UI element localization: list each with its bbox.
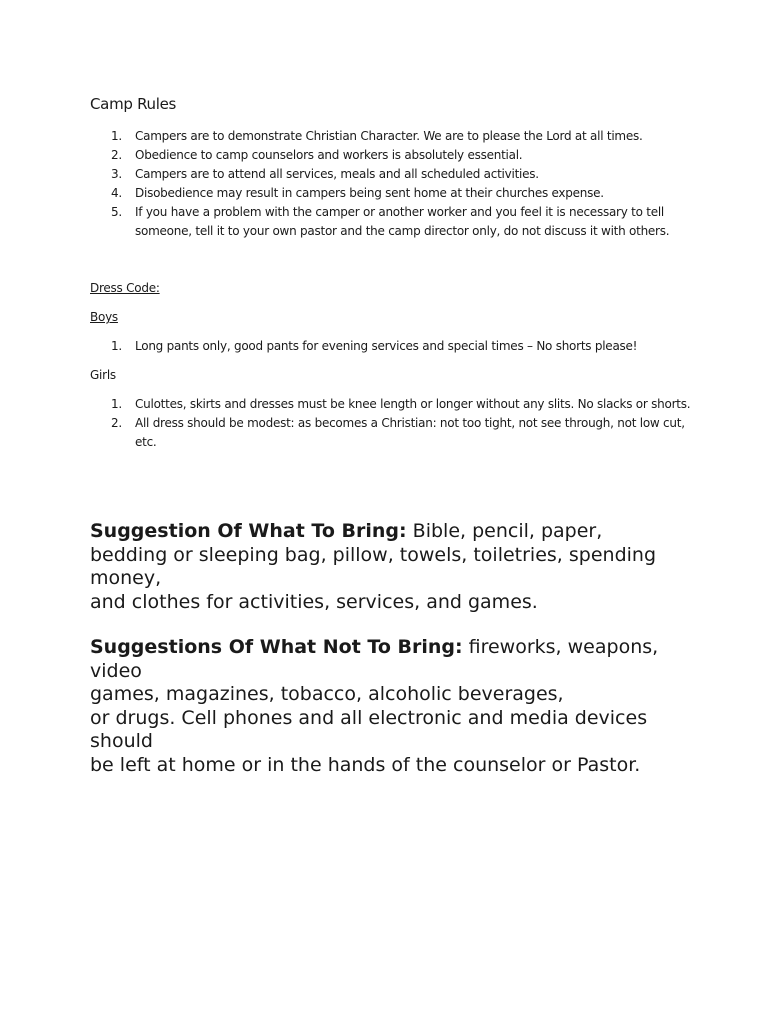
list-number: 2. xyxy=(111,416,122,430)
list-number: 1. xyxy=(111,339,122,353)
what-to-bring-text: and clothes for activities, services, and games. xyxy=(90,590,538,613)
list-item xyxy=(90,337,690,356)
list-text: Campers are to demonstrate Christian Character. We are to please the Lord at all times. xyxy=(135,129,643,143)
list-text-continued: someone, tell it to your own pastor and the camp director only, do not discuss it with others. xyxy=(135,224,670,238)
what-to-bring-text: bedding or sleeping bag, pillow, towels, toiletries, spending xyxy=(90,543,657,566)
what-not-to-bring-text: should xyxy=(90,730,153,752)
list-number: 5. xyxy=(111,205,122,219)
list-item xyxy=(90,203,690,241)
girls-dress-list xyxy=(90,395,690,452)
list-text: Disobedience may result in campers being sent home at their churches expense. xyxy=(135,186,604,200)
list-item xyxy=(90,414,690,452)
list-text: All dress should be modest: as becomes a Christian: not too tight, not see through, not low cut, xyxy=(135,416,685,430)
list-number: 1. xyxy=(111,397,122,411)
camp-rules-list xyxy=(90,127,690,241)
list-text: Campers are to attend all services, meals and all scheduled activities. xyxy=(135,167,539,181)
camp-rules-title: Camp Rules xyxy=(90,95,177,113)
list-item xyxy=(90,127,690,146)
what-not-to-bring-text: fireworks, weapons, xyxy=(462,636,659,658)
boys-dress-list xyxy=(90,337,690,356)
what-not-to-bring-text: games, magazines, tobacco, alcoholic beverages, xyxy=(90,683,564,705)
list-item xyxy=(90,165,690,184)
what-to-bring-text: money, xyxy=(90,567,162,589)
list-number: 3. xyxy=(111,167,122,181)
dress-code-heading: Dress Code: xyxy=(90,281,160,295)
list-text-continued: etc. xyxy=(135,435,157,449)
what-not-to-bring-paragraph xyxy=(90,636,690,777)
list-item xyxy=(90,395,690,414)
list-text: Long pants only, good pants for evening services and special times – No shorts please! xyxy=(135,339,638,353)
list-item xyxy=(90,184,690,203)
list-text: Culottes, skirts and dresses must be knee length or longer without any slits. No slacks or shorts. xyxy=(135,397,691,411)
boys-heading: Boys xyxy=(90,310,118,324)
list-number: 1. xyxy=(111,129,122,143)
what-not-to-bring-label: Suggestions Of What Not To Bring: xyxy=(90,636,463,658)
list-item xyxy=(90,146,690,165)
list-text: If you have a problem with the camper or another worker and you feel it is necessary to tell xyxy=(135,205,665,219)
list-text: Obedience to camp counselors and workers is absolutely essential. xyxy=(135,148,523,162)
what-to-bring-text: Bible, pencil, paper, xyxy=(406,520,603,542)
list-number: 2. xyxy=(111,148,122,162)
list-number: 4. xyxy=(111,186,122,200)
girls-heading: Girls xyxy=(90,368,116,382)
what-not-to-bring-text: or drugs. Cell phones and all electronic and media devices xyxy=(90,706,648,729)
what-to-bring-paragraph xyxy=(90,520,690,614)
what-not-to-bring-text: be left at home or in the hands of the counselor or Pastor. xyxy=(90,753,641,776)
what-to-bring-label: Suggestion Of What To Bring: xyxy=(90,520,407,542)
what-not-to-bring-text: video xyxy=(90,659,142,682)
